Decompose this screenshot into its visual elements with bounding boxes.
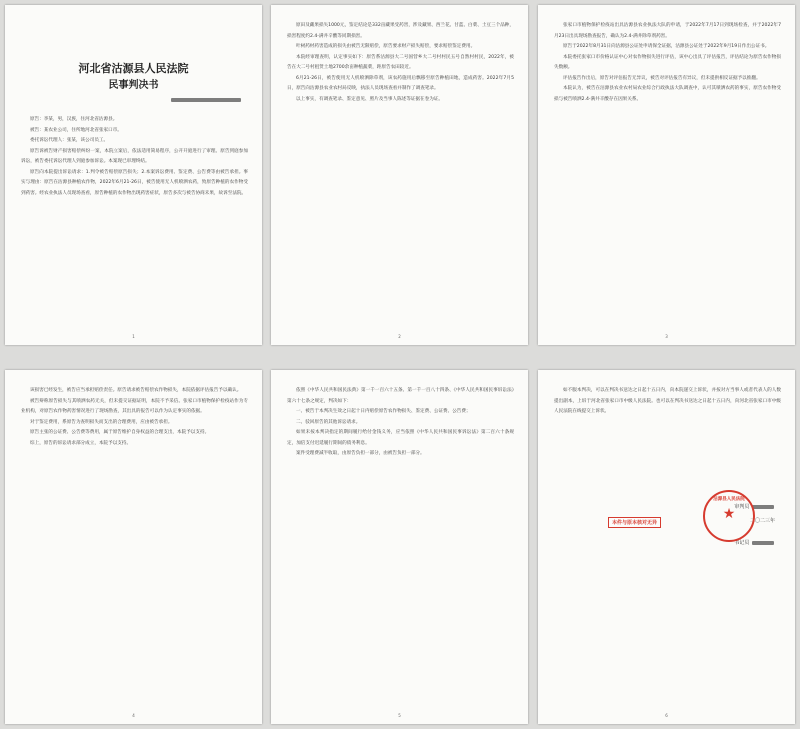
paragraph: 综上，原告的诉讼请求部分成立，本院予以支持。: [30, 440, 132, 446]
paragraph: 叶树药材药害造成的损失由被告无限赔偿，原告要求财产损失赔偿，要求赔偿鉴定费用。: [296, 44, 476, 49]
paragraph: 以上事实，有调查笔录、鉴定意见、照片及当事人陈述等证据在卷为证。: [296, 96, 444, 102]
document-page-2: [271, 5, 528, 345]
paragraph: 本院认为，被告在沽源县农业农村局农业综合行政执法大队调查中，认可其喷洒农药的事实，原告农作物受损与被告喷洒2.4-满井辛酸存在因果关系。: [554, 86, 781, 102]
paragraph: 一、被告于本判决生效之日起十日内赔偿原告农作物损失、鉴定费、公证费、公告费；: [296, 409, 471, 414]
verification-stamp: 本件与原本核对无异: [608, 517, 661, 528]
paragraph: 案件受理费减半收取，由原告负担一部分，由被告负担一部分。: [296, 451, 425, 456]
case-number: [170, 97, 242, 103]
page-number: 1: [132, 334, 135, 339]
document-page-5: [271, 370, 528, 724]
seal-text: 沽源县人民法院: [713, 497, 745, 502]
paragraph: 原田及藏果损失1000元，鉴定结论是332亩藏果受药害，涉及藏果、西兰花、甘蓝、白菜、土豆三个品种，损害程度约2.4-满井辛酸等同期损害。: [287, 23, 514, 39]
page-number: 3: [665, 334, 668, 339]
paragraph: 被告：某农业公司，住所地河北省张家口市。: [30, 127, 122, 133]
paragraph: 原告于2022年8月31日向沽源县公证处申请保全证据，沽源县公证处于2022年9月19日作出公证书。: [563, 44, 770, 49]
paragraph: 张家口市植物保护检疫站出具沽源县农业执法大队的申请，于2022年7月17日到现场检查，并于2022年7月23日出具现场勘查报告，确认为2.4-满井除草剂药害。: [554, 23, 781, 39]
paragraph: 如不服本判决，可以在判决书送达之日起十五日内，向本院递交上诉状，并按对方当事人或者代表人的人数提出副本，上诉于河北省张家口市中级人民法院。也可以在判决书送达之日起十五日内，向河北省张家口市中级人民法院在线提交上诉状。: [554, 388, 781, 414]
page-number: 5: [398, 713, 401, 718]
document-page-6: [538, 370, 795, 724]
page-number: 2: [398, 334, 401, 339]
page-1-body: [21, 115, 248, 199]
paragraph: 6月21-26日，被告使用无人机喷洒除草剂，该农药施用后飘移至原告种植田地，造成药害。2022年7月5日，原告向沽源县农业农村局反映，执法人员现场查看并制作了调查笔录。: [287, 75, 514, 91]
page-6-body: [554, 386, 781, 418]
paragraph: 委托诉讼代理人：张某，该公司员工。: [30, 138, 109, 143]
court-seal: [703, 490, 755, 542]
paragraph: 对于鉴定费用，系原告为查明损失而支出的合理费用，应由被告承担。: [30, 419, 173, 425]
paragraph: 原告主张的公证费、公告费等费用，属于原告维护自身权益的合理支出，本院予以支持。: [30, 430, 210, 435]
paragraph: 被告辩称原告损失与其喷洒农药无关，但未提交证据证明，本院不予采信。张家口市植物保护检疫站作为专业机构，对原告农作物药害情况进行了现场勘查，其出具的报告可以作为认定事实的依据。: [21, 398, 248, 414]
paragraph: 原告诉被告财产损害赔偿纠纷一案，本院立案后，依法适用简易程序，公开开庭进行了审理。原告到庭参加诉讼，被告委托诉讼代理人到庭参加诉讼。本案现已审理终结。: [21, 148, 248, 164]
judge-label: 审判员: [734, 504, 750, 510]
paragraph: 原告向本院提出诉讼请求：1.判令被告赔偿原告损失；2.本案诉讼费用、鉴定费、公告费等由被告承担。事实与理由：原告在沽源县种植农作物，2022年6月21-26日，被告使用无人机喷洒农药，致原告种植的农作物受到药害。经农业执法人员现场查看，原告种植的农作物出现药害症状，原告多次与被告协商未果，故诉至法院。: [21, 169, 248, 196]
page-5-body: [287, 386, 514, 460]
judgment-date: 二〇二三年: [749, 518, 775, 524]
document-title: 民事判决书: [108, 80, 159, 91]
clerk-label: 书记员: [734, 540, 750, 546]
paragraph: 本院委托张家口市价格认证中心对农作物损失进行评估，该中心出具了评估报告，评估结论为原告农作物损失数额。: [554, 54, 781, 70]
paragraph: 二、驳回原告的其他诉讼请求。: [296, 419, 361, 425]
document-page-4: [5, 370, 262, 724]
paragraph: 评估报告作出后，原告对评估报告无异议，被告对评估报告有异议，但未提供相反证据予以推翻。: [563, 75, 761, 81]
page-2-body: [287, 21, 514, 105]
paragraph: 本院经审理查明，认定事实如下：原告系沽源县大二号国营乡大二号村村民五号自然村村民，2022年，被告在大二号村租赁土地2700余亩种植蔬菜，距原告农田较近。: [287, 54, 514, 70]
paragraph: 原告：李某，男，汉族，住河北省沽源县。: [30, 117, 118, 122]
page-4-body: [21, 386, 248, 449]
star-icon: ★: [722, 506, 736, 522]
page-number: 4: [132, 713, 135, 718]
document-page-1: [5, 5, 262, 345]
paragraph: 如果未按本判决指定的期间履行给付金钱义务，应当依照《中华人民共和国民事诉讼法》第二百六十条规定，加倍支付迟延履行期间的债务利息。: [287, 430, 514, 446]
page-3-body: [554, 21, 781, 105]
document-page-3: [538, 5, 795, 345]
paragraph: 该损害已经发生，被告应当承担赔偿责任。原告请求被告赔偿农作物损失，本院依据评估报告予以确认。: [30, 388, 242, 393]
paragraph: 依照《中华人民共和国民法典》第一千一百六十五条、第一千一百八十四条、《中华人民共和国民事诉讼法》第六十七条之规定，判决如下：: [287, 388, 514, 404]
court-title: 河北省沽源县人民法院: [78, 62, 189, 75]
page-number: 6: [665, 713, 668, 718]
